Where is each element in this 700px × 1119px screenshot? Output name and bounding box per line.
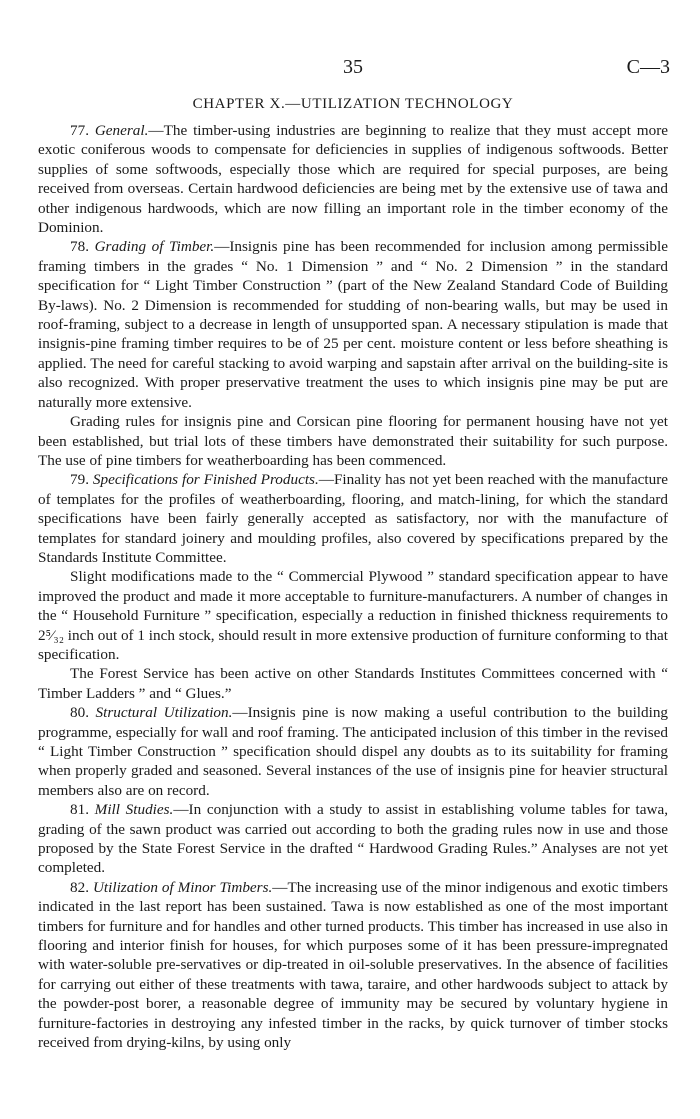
paragraph-79-continued-b (38, 664, 668, 703)
chapter-title: CHAPTER X.—UTILIZATION TECHNOLOGY (192, 96, 514, 112)
paragraph-78-continued (38, 412, 668, 470)
paragraph-heading: Utilization of Minor Timbers. (92, 878, 273, 896)
paragraph-text: —Insignis pine is now making a useful contribution to the building programme, especially for wall and roof framing. The anticipated inclusion of this timber in the revised “ Light Timber Construction ” specification should dispel any doubts as to its suitability for framing when properly graded and seasoned. Several instances of the use of insignis pine for heavier structural members also are on record. (38, 704, 669, 799)
paragraph-text: The Forest Service has been active on other Standards Institutes Committees concerned with “ Timber Ladders ” and “ Glues.” (38, 665, 668, 702)
paragraph-77 (38, 121, 668, 237)
paragraph-heading: General. (94, 122, 149, 139)
paragraph-text: Grading rules for insignis pine and Corsican pine flooring for permanent housing have not yet been established, but trial lots of these timbers have demonstrated their suitability for such purpose. The use of pine timbers for weatherboarding has been commenced. (38, 413, 668, 469)
paragraph-text: —The increasing use of the minor indigenous and exotic timbers indicated in the last report has been sustained. Tawa is now established as one of the most important timbers for furniture and for handles and other turned products. This timber has increased in use also in flooring and interior finish for houses, for which purposes some of it has been pressure-impregnated with water-soluble pre-servatives or dip-treated in oil-soluble preservatives. In the absence of facilities for carrying out either of these treatments with tawa, taraire, and other hardwoods subject to attack by the powder-post borer, a reasonable degree of immunity may be secured by voluntary hygiene in furniture-factories in destroying any infested timber in the racks, by quick turnover of timber stocks received from drying-kilns, by using only (38, 878, 669, 1052)
paragraph-79 (38, 470, 668, 567)
paragraph-text: —In conjunction with a study to assist in establishing volume tables for tawa, grading of the sawn product was carried out according to both the grading rules now in use and those proposed by the State Forest Service in the drafted “ Hardwood Grading Rules.” Analyses are not yet completed. (38, 801, 668, 877)
paragraph-81 (38, 800, 668, 878)
document-body (38, 96, 668, 1053)
paragraph-78 (38, 237, 668, 412)
paragraph-heading: Structural Utilization. (95, 704, 233, 722)
paragraph-heading: Grading of Timber. (94, 238, 215, 256)
paragraph-number: 80. (70, 704, 89, 722)
paragraph-82 (38, 878, 668, 1053)
paragraph-number: 82. (70, 878, 89, 896)
paragraph-79-continued-a (38, 567, 668, 664)
paragraph-heading: Specifications for Finished Products. (92, 471, 319, 489)
paragraph-number: 81. (70, 801, 89, 819)
page-header (38, 0, 668, 86)
paragraph-80 (38, 703, 668, 800)
document-page (38, 0, 670, 1052)
page-number: 35 (343, 56, 363, 78)
paragraph-number: 79. (70, 471, 89, 489)
paragraph-number: 77. (70, 122, 89, 139)
paragraph-text: Slight modifications made to the “ Commercial Plywood ” standard specification appear to have improved the product and made it more acceptable to furniture-manufacturers. A number of changes in the “ Household Furniture ” specification, especially a reduction in finished thickness requirements to 2⁵⁄₃₂ inch out of 1 inch stock, should result in more extensive production of furniture conforming to that specification. (38, 568, 669, 663)
page-code: C—3 (626, 56, 670, 78)
paragraph-text: —The timber-using industries are beginning to realize that they must accept more exotic coniferous woods to compensate for deficiencies in supplies of indigenous softwoods. Better supplies of some softwoods, especially those which are required for special purposes, are being received from overseas. Certain hardwood deficiencies are being met by the extensive use of tawa and other indigenous hardwoods, which are now filling an important role in the timber economy of the Dominion. (38, 122, 668, 237)
paragraph-number: 78. (70, 238, 89, 256)
paragraph-heading: Mill Studies. (94, 801, 174, 819)
paragraph-text: —Insignis pine has been recommended for inclusion among permissible framing timbers in the grades “ No. 1 Dimension ” and “ No. 2 Dimension ” in the standard specification for “ Light Timber Construction ” (part of the New Zealand Standard Code of Building By-laws). No. 2 Dimension is recommended for studding of non-bearing walls, but may be used in roof-framing, subject to a decrease in length of unsupported span. A necessary stipulation is made that insignis-pine framing timber requires to be of 25 per cent. moisture content or less before sheathing is applied. The need for careful stacking to avoid warping and sapstain after arrival on the building-site is also recognized. With proper preservative treatment the uses to which insignis pine may be put are naturally more extensive. (38, 238, 668, 411)
paragraph-text: —Finality has not yet been reached with the manufacture of templates for the profiles of weatherboarding, flooring, and match-lining, for which the standard specifications have been fairly generally accepted as satisfactory, nor with the manufacture of templates for standard joinery and moulding profiles, also covered by specifications prepared by the Standards Institute Committee. (38, 471, 668, 566)
